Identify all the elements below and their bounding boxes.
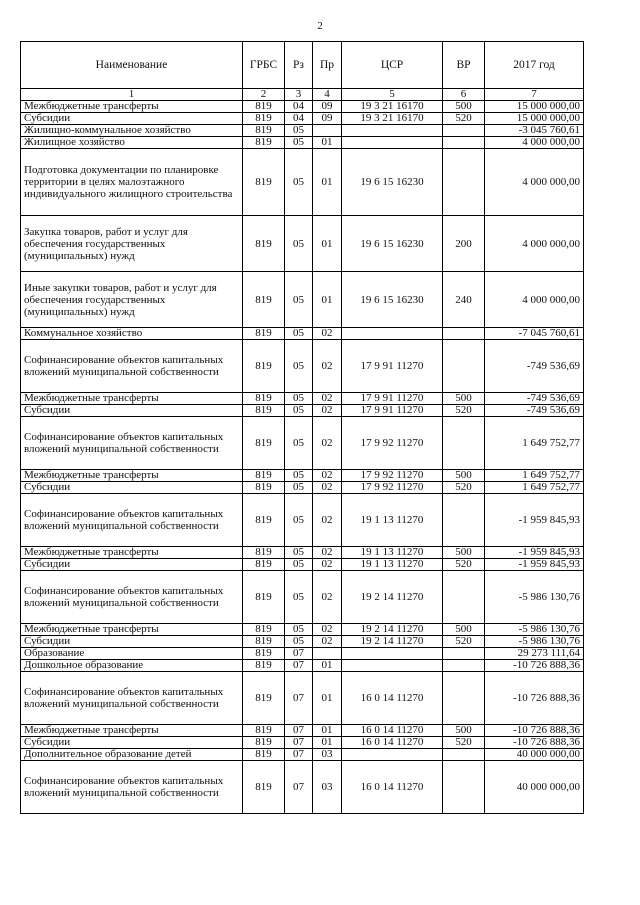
row-csr [342,137,443,149]
row-csr: 19 3 21 16170 [342,101,443,113]
row-sum: -749 536,69 [485,340,584,393]
row-csr: 19 2 14 11270 [342,571,443,624]
row-rz: 07 [285,761,313,814]
row-csr: 19 2 14 11270 [342,624,443,636]
row-sum: -1 959 845,93 [485,547,584,559]
row-sum: 40 000 000,00 [485,761,584,814]
row-csr: 19 3 21 16170 [342,113,443,125]
table-row [21,725,584,737]
row-name: Софинансирование объектов капитальных вложений муниципальной собственности [21,417,243,470]
row-name: Межбюджетные трансферты [21,393,243,405]
row-name: Коммунальное хозяйство [21,328,243,340]
row-name: Межбюджетные трансферты [21,624,243,636]
row-sum: 1 649 752,77 [485,417,584,470]
row-csr: 17 9 92 11270 [342,470,443,482]
header-grbs: ГРБС [243,42,285,89]
row-csr: 19 6 15 16230 [342,272,443,328]
row-csr: 17 9 92 11270 [342,482,443,494]
row-grbs: 819 [243,571,285,624]
row-grbs: 819 [243,749,285,761]
row-csr: 19 1 13 11270 [342,494,443,547]
row-name: Субсидии [21,482,243,494]
row-csr: 17 9 92 11270 [342,417,443,470]
row-rz: 05 [285,470,313,482]
table-row [21,737,584,749]
row-csr: 17 9 91 11270 [342,393,443,405]
row-csr: 17 9 91 11270 [342,405,443,417]
row-vr [443,571,485,624]
row-vr [443,494,485,547]
row-csr: 19 6 15 16230 [342,149,443,216]
table-row [21,571,584,624]
row-vr [443,417,485,470]
row-rz: 04 [285,101,313,113]
row-rz: 05 [285,328,313,340]
row-rz: 05 [285,272,313,328]
row-sum: 1 649 752,77 [485,482,584,494]
row-grbs: 819 [243,470,285,482]
table-row [21,636,584,648]
column-number-row [21,89,584,101]
row-vr: 500 [443,393,485,405]
table-row [21,559,584,571]
row-vr [443,749,485,761]
table-row [21,328,584,340]
row-rz: 05 [285,340,313,393]
row-rz: 05 [285,482,313,494]
row-rz: 07 [285,749,313,761]
row-vr: 520 [443,636,485,648]
header-vr: ВР [443,42,485,89]
row-csr: 16 0 14 11270 [342,725,443,737]
row-vr: 500 [443,101,485,113]
row-grbs: 819 [243,113,285,125]
row-csr: 17 9 91 11270 [342,340,443,393]
row-pr: 02 [313,624,342,636]
row-csr [342,328,443,340]
row-sum: -1 959 845,93 [485,559,584,571]
row-name: Субсидии [21,113,243,125]
row-name: Субсидии [21,737,243,749]
row-grbs: 819 [243,737,285,749]
row-vr: 500 [443,470,485,482]
row-sum: -7 045 760,61 [485,328,584,340]
row-pr: 02 [313,636,342,648]
row-sum: 15 000 000,00 [485,101,584,113]
row-rz: 05 [285,571,313,624]
row-pr: 02 [313,328,342,340]
table-row [21,672,584,725]
column-number: 3 [285,89,313,101]
row-grbs: 819 [243,660,285,672]
row-name: Софинансирование объектов капитальных вложений муниципальной собственности [21,761,243,814]
row-rz: 05 [285,417,313,470]
row-pr: 02 [313,494,342,547]
table-row [21,470,584,482]
row-grbs: 819 [243,624,285,636]
row-vr: 520 [443,482,485,494]
table-body [21,101,584,814]
row-pr [313,648,342,660]
row-pr: 02 [313,405,342,417]
page-number: 2 [317,20,323,32]
column-number: 7 [485,89,584,101]
row-vr [443,340,485,393]
row-grbs: 819 [243,272,285,328]
row-pr: 01 [313,149,342,216]
table-row [21,216,584,272]
row-csr [342,125,443,137]
row-pr: 09 [313,113,342,125]
row-grbs: 819 [243,340,285,393]
row-rz: 05 [285,393,313,405]
row-rz: 04 [285,113,313,125]
row-grbs: 819 [243,725,285,737]
row-pr: 01 [313,725,342,737]
row-sum: -10 726 888,36 [485,672,584,725]
row-vr [443,328,485,340]
row-grbs: 819 [243,559,285,571]
row-sum: 15 000 000,00 [485,113,584,125]
row-grbs: 819 [243,761,285,814]
row-rz: 07 [285,672,313,725]
row-name: Дополнительное образование детей [21,749,243,761]
row-pr: 01 [313,137,342,149]
row-vr [443,137,485,149]
row-pr: 03 [313,761,342,814]
row-rz: 07 [285,737,313,749]
row-rz: 05 [285,137,313,149]
row-grbs: 819 [243,636,285,648]
table-row [21,761,584,814]
row-grbs: 819 [243,417,285,470]
row-pr: 01 [313,660,342,672]
row-grbs: 819 [243,648,285,660]
row-sum: 29 273 111,64 [485,648,584,660]
row-vr [443,660,485,672]
row-csr [342,749,443,761]
row-vr: 500 [443,725,485,737]
row-grbs: 819 [243,393,285,405]
column-number: 4 [313,89,342,101]
table-row [21,547,584,559]
row-csr [342,648,443,660]
table-row [21,660,584,672]
row-vr: 200 [443,216,485,272]
table-row [21,482,584,494]
row-grbs: 819 [243,547,285,559]
row-vr: 500 [443,624,485,636]
row-pr: 02 [313,470,342,482]
row-grbs: 819 [243,405,285,417]
row-sum: -5 986 130,76 [485,624,584,636]
row-rz: 05 [285,494,313,547]
row-rz: 05 [285,636,313,648]
row-csr: 16 0 14 11270 [342,761,443,814]
row-csr: 19 1 13 11270 [342,559,443,571]
table-row [21,749,584,761]
row-pr: 01 [313,272,342,328]
row-sum: -10 726 888,36 [485,725,584,737]
row-pr: 09 [313,101,342,113]
row-vr [443,149,485,216]
row-vr [443,672,485,725]
row-grbs: 819 [243,482,285,494]
row-sum: -5 986 130,76 [485,636,584,648]
row-rz: 05 [285,125,313,137]
header-pr: Пр [313,42,342,89]
row-sum: -1 959 845,93 [485,494,584,547]
row-grbs: 819 [243,216,285,272]
row-name: Жилищно-коммунальное хозяйство [21,125,243,137]
row-pr: 02 [313,547,342,559]
row-vr: 500 [443,547,485,559]
header-row [21,42,584,89]
row-grbs: 819 [243,101,285,113]
table-row [21,149,584,216]
row-grbs: 819 [243,137,285,149]
row-name: Субсидии [21,636,243,648]
row-vr: 520 [443,737,485,749]
table-row [21,125,584,137]
row-pr: 03 [313,749,342,761]
row-pr: 01 [313,216,342,272]
row-grbs: 819 [243,328,285,340]
row-name: Межбюджетные трансферты [21,101,243,113]
row-vr: 520 [443,405,485,417]
row-pr: 02 [313,417,342,470]
row-name: Иные закупки товаров, работ и услуг для обеспечения государственных (муниципальных) нужд [21,272,243,328]
header-csr: ЦСР [342,42,443,89]
row-csr: 16 0 14 11270 [342,737,443,749]
row-vr [443,761,485,814]
row-pr: 02 [313,393,342,405]
row-pr: 02 [313,340,342,393]
row-sum: 4 000 000,00 [485,137,584,149]
header-year: 2017 год [485,42,584,89]
table-row [21,494,584,547]
row-rz: 05 [285,547,313,559]
row-name: Софинансирование объектов капитальных вложений муниципальной собственности [21,571,243,624]
row-rz: 05 [285,624,313,636]
budget-table [20,41,584,814]
column-number: 2 [243,89,285,101]
row-vr [443,125,485,137]
row-name: Субсидии [21,405,243,417]
row-name: Жилищное хозяйство [21,137,243,149]
table-row [21,624,584,636]
row-name: Межбюджетные трансферты [21,470,243,482]
row-rz: 05 [285,149,313,216]
row-csr: 19 1 13 11270 [342,547,443,559]
row-rz: 07 [285,648,313,660]
table-row [21,113,584,125]
row-grbs: 819 [243,494,285,547]
row-grbs: 819 [243,125,285,137]
row-name: Софинансирование объектов капитальных вложений муниципальной собственности [21,494,243,547]
row-pr [313,125,342,137]
row-rz: 07 [285,660,313,672]
row-vr: 520 [443,113,485,125]
row-csr: 19 6 15 16230 [342,216,443,272]
row-pr: 02 [313,482,342,494]
row-rz: 07 [285,725,313,737]
row-name: Закупка товаров, работ и услуг для обеспечения государственных (муниципальных) нужд [21,216,243,272]
table-row [21,340,584,393]
row-csr [342,660,443,672]
row-sum: 4 000 000,00 [485,272,584,328]
row-sum: 40 000 000,00 [485,749,584,761]
row-vr: 520 [443,559,485,571]
table-row [21,417,584,470]
table-row [21,405,584,417]
row-sum: 4 000 000,00 [485,216,584,272]
table-row [21,648,584,660]
row-name: Межбюджетные трансферты [21,725,243,737]
row-csr: 19 2 14 11270 [342,636,443,648]
row-sum: 1 649 752,77 [485,470,584,482]
row-rz: 05 [285,216,313,272]
row-sum: -10 726 888,36 [485,737,584,749]
table-row [21,137,584,149]
row-name: Субсидии [21,559,243,571]
row-rz: 05 [285,405,313,417]
row-vr: 240 [443,272,485,328]
row-rz: 05 [285,559,313,571]
row-grbs: 819 [243,672,285,725]
row-name: Дошкольное образование [21,660,243,672]
table-row [21,101,584,113]
row-name: Образование [21,648,243,660]
row-vr [443,648,485,660]
row-name: Подготовка документации по планировке территории в целях малоэтажного индивидуального жилищного строительства [21,149,243,216]
row-sum: -749 536,69 [485,405,584,417]
row-pr: 02 [313,571,342,624]
column-number: 1 [21,89,243,101]
row-grbs: 819 [243,149,285,216]
column-number: 6 [443,89,485,101]
row-sum: -3 045 760,61 [485,125,584,137]
row-sum: -10 726 888,36 [485,660,584,672]
row-pr: 02 [313,559,342,571]
row-sum: 4 000 000,00 [485,149,584,216]
row-csr: 16 0 14 11270 [342,672,443,725]
row-pr: 01 [313,672,342,725]
table-row [21,393,584,405]
header-rz: Рз [285,42,313,89]
header-name: Наименование [21,42,243,89]
row-name: Межбюджетные трансферты [21,547,243,559]
row-sum: -5 986 130,76 [485,571,584,624]
row-name: Софинансирование объектов капитальных вложений муниципальной собственности [21,340,243,393]
column-number: 5 [342,89,443,101]
table-row [21,272,584,328]
row-name: Софинансирование объектов капитальных вложений муниципальной собственности [21,672,243,725]
row-sum: -749 536,69 [485,393,584,405]
row-pr: 01 [313,737,342,749]
